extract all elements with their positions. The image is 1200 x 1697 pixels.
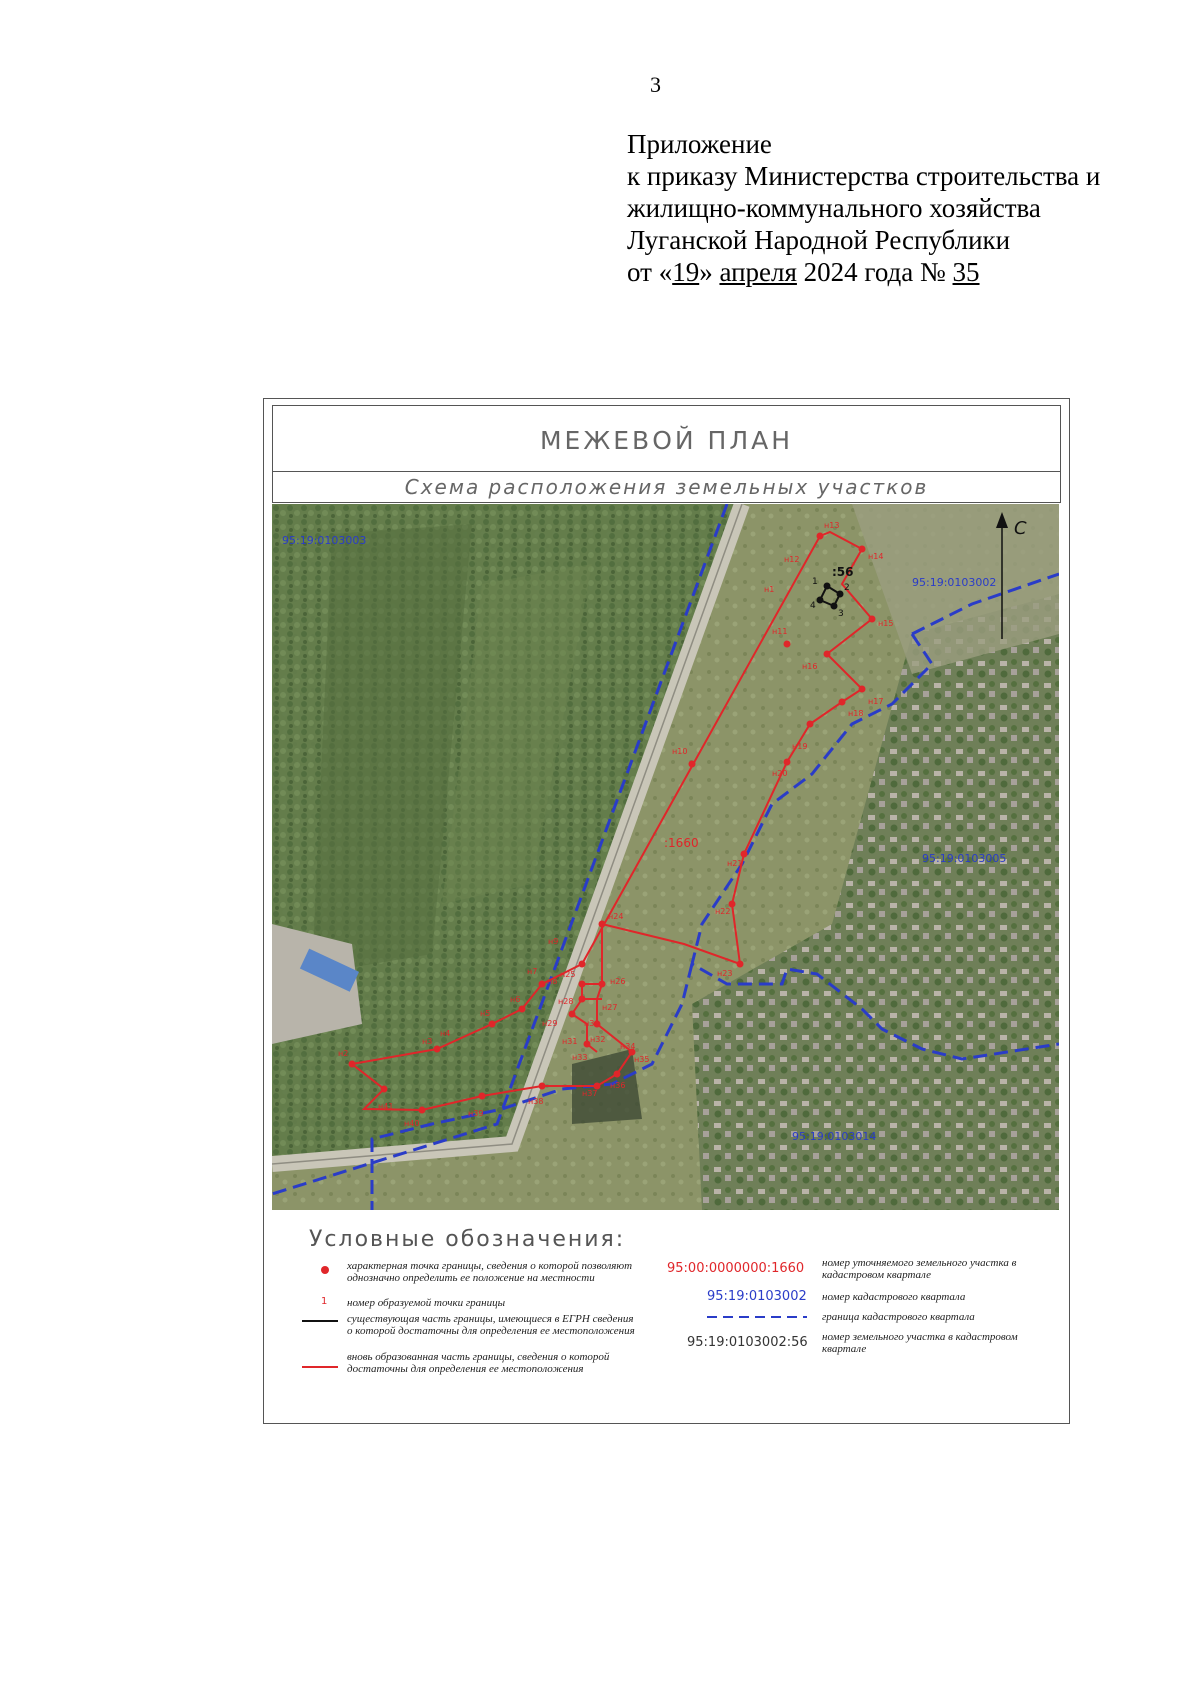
point-label: н29	[542, 1019, 558, 1028]
appendix-line: к приказу Министерства строительства и	[627, 161, 1101, 191]
point-label: н27	[602, 1003, 618, 1012]
point-label: н31	[562, 1037, 578, 1046]
point-label: н24	[608, 912, 624, 921]
quarter-label: 95:19:0103014	[792, 1130, 877, 1143]
point-label: н30	[584, 1019, 600, 1028]
point-label: н16	[802, 662, 818, 671]
point-label: н21	[727, 859, 743, 868]
point-label: н1	[764, 585, 775, 594]
date-month: апреля	[719, 257, 797, 287]
north-label: С	[1014, 518, 1027, 539]
point-label: н23	[717, 969, 733, 978]
point-label: н36	[610, 1081, 626, 1090]
appendix-line: Приложение	[627, 129, 772, 159]
date-mid: »	[699, 257, 720, 287]
legend	[272, 1217, 1059, 1415]
date-day: 19	[672, 257, 700, 287]
page-number: 3	[650, 72, 661, 97]
date-year: 2024 года №	[796, 257, 953, 287]
existing-point-label: 4	[810, 601, 816, 611]
legend-code: 95:19:0103002:56	[687, 1335, 808, 1350]
quarter-label: 95:19:0103002	[912, 576, 997, 589]
satellite-map	[272, 504, 1059, 1210]
point-label: н32	[590, 1035, 606, 1044]
point-label: н34	[620, 1042, 636, 1051]
new-boundary-line-icon	[302, 1365, 338, 1369]
appendix-header	[627, 128, 1100, 288]
existing-point	[824, 583, 831, 590]
parcel-56-label: :56	[832, 565, 854, 579]
existing-boundary-line-icon	[302, 1319, 338, 1323]
point-label: н18	[848, 709, 864, 718]
legend-text: существующая часть границы, имеющиеся в ЕГРН сведения о которой достаточны для определения ее местоположения	[347, 1313, 635, 1337]
appendix-line: жилищно-коммунального хозяйства	[627, 193, 1041, 223]
legend-title: Условные обозначения:	[309, 1227, 626, 1252]
point-label: н35	[634, 1055, 650, 1064]
quarter-label: 95:19:0103003	[282, 534, 367, 547]
point-label: н8	[547, 977, 558, 986]
map-svg	[272, 504, 1059, 1210]
point-label: н9	[548, 937, 559, 946]
legend-text: номер образуемой точки границы	[347, 1297, 506, 1309]
point-label: н39	[468, 1109, 484, 1118]
parcel-1660-label: :1660	[664, 836, 699, 850]
quarter-boundary-line-icon	[707, 1315, 807, 1319]
legend-text: номер земельного участка в кадастровом квартале	[822, 1331, 1018, 1355]
point-label: н14	[868, 552, 884, 561]
characteristic-point-icon	[320, 1265, 330, 1275]
existing-point-label: 1	[812, 577, 818, 587]
legend-text: вновь образованная часть границы, сведения о которой достаточны для определения ее местоположения	[347, 1351, 610, 1375]
legend-text: номер уточняемого земельного участка в кадастровом квартале	[822, 1257, 1017, 1281]
point-label: н38	[528, 1097, 544, 1106]
legend-text: характерная точка границы, сведения о которой позволяют однозначно определить ее положение на местности	[347, 1260, 633, 1284]
point-label: н33	[572, 1053, 588, 1062]
point-label: н22	[715, 907, 731, 916]
point-label: н10	[672, 747, 688, 756]
point-label: н20	[772, 769, 788, 778]
existing-point	[817, 597, 824, 604]
date-prefix: от «	[627, 257, 673, 287]
existing-point-label: 3	[838, 609, 844, 619]
point-label: н7	[527, 967, 538, 976]
point-label: н4	[440, 1029, 451, 1038]
plan-subtitle: Схема расположения земельных участков	[272, 471, 1061, 503]
point-label: н25	[560, 970, 576, 979]
appendix-line: Луганской Народной Республики	[627, 225, 1011, 255]
point-label: н3	[422, 1037, 433, 1046]
point-label: н37	[582, 1089, 598, 1098]
quarter-label: 95:19:0103005	[922, 852, 1007, 865]
point-label: н17	[868, 697, 884, 706]
existing-point-label: 2	[844, 583, 850, 593]
point-label: н19	[792, 742, 808, 751]
existing-point	[831, 603, 838, 610]
point-label: н40	[404, 1119, 420, 1128]
point-label: н11	[772, 627, 788, 636]
point-label: н28	[558, 997, 574, 1006]
legend-text: граница кадастрового квартала	[822, 1311, 975, 1323]
boundary-plan-frame	[263, 398, 1070, 1424]
legend-text: номер кадастрового квартала	[822, 1291, 966, 1303]
point-label: н13	[824, 521, 840, 530]
point-label: н5	[480, 1009, 491, 1018]
appendix-date	[627, 256, 1100, 288]
existing-point	[837, 591, 844, 598]
point-label: н2	[338, 1049, 349, 1058]
plan-title: МЕЖЕВОЙ ПЛАН	[272, 405, 1061, 472]
point-label: н6	[510, 995, 521, 1004]
point-label: н26	[610, 977, 626, 986]
point-label: н15	[878, 619, 894, 628]
legend-symbol: 1	[321, 1296, 328, 1307]
legend-code: 95:00:0000000:1660	[667, 1261, 805, 1276]
legend-code: 95:19:0103002	[707, 1289, 807, 1304]
order-number: 35	[952, 257, 980, 287]
point-label: н12	[784, 555, 800, 564]
point-label: н41	[378, 1102, 394, 1111]
